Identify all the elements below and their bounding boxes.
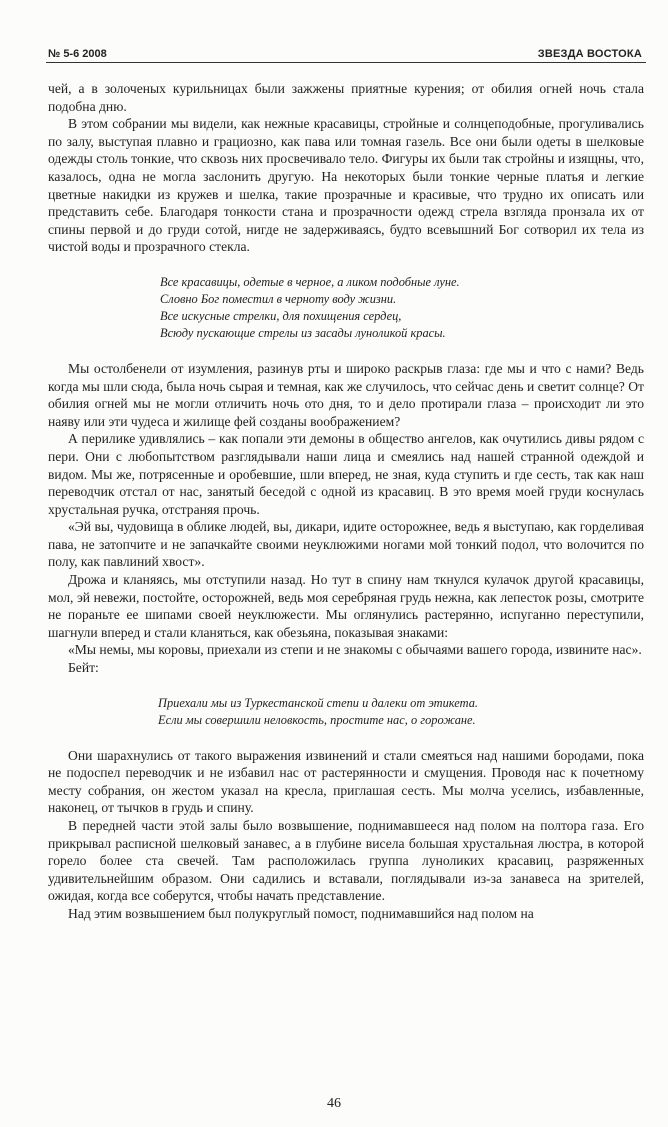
paragraph: Над этим возвышением был полукруглый помост, поднимавшийся над полом на — [68, 905, 534, 921]
page-number: 46 — [327, 1096, 341, 1111]
verse-line: Всюду пускающие стрелы из засады луноликой красы. — [160, 325, 446, 340]
article-body — [48, 80, 644, 923]
running-header — [48, 42, 642, 62]
journal-title: ЗВЕЗДА ВОСТОКА — [537, 48, 642, 60]
paragraph: Они шарахнулись от такого выражения извинений и стали смеяться над нашими бородами, пока не подоспел переводчик и не избавил нас от растерянности и смущения. Проводя нас к почетному месту собрания, он жестом указал на кресла, приглашая сесть. Мы молча уселись, избавленные, наконец, от тычков в грудь и спину. — [48, 747, 644, 816]
verse-line: Все искусные стрелки, для похищения сердец, — [160, 308, 402, 323]
verse-line: Словно Бог поместил в черноту воду жизни. — [160, 291, 397, 306]
beit-label: Бейт: — [68, 660, 99, 676]
verse-line: Все красавицы, одетые в черное, а ликом подобные луне. — [160, 274, 460, 289]
verse-line: Приехали мы из Туркестанской степи и далеки от этикета. — [158, 695, 479, 710]
paragraph: Мы остолбенели от изумления, разинув рты и широко раскрыв глаза: где мы и что с нами? Ведь когда мы шли сюда, была ночь сырая и темная, как же случилось, что сейчас день и светит солнце? От обилия огней мы не могли отличить ночь ото дня, то и дело протирали глаза – происходит ли это наяву или эти чудеса и жилище фей созданы воображением? — [48, 360, 644, 429]
verse-block — [158, 695, 644, 729]
paragraph: чей, а в золоченых курильницах были зажжены приятные курения; от обилия огней ночь стала подобна дню. — [48, 81, 644, 114]
paragraph: В этом собрании мы видели, как нежные красавицы, стройные и солнцеподобные, прогуливались по залу, выступая плавно и грациозно, как пава или томная газель. Все они были одеты в шелковые одежды столь тонкие, что сквозь них просвечивало тело. Фигуры их были так стройны и изящны, что, казалось, одна не могла заслонить другую. На некоторых были тонкие черные платья и легкие цветные накидки из кружев и шелка, такие прозрачные и красивые, что трудно их описать или представить себе. Благодаря тонкости стана и прозрачности одежд стрела взгляда пронзала их от спины первой и до груди сотой, нигде не задерживаясь, будто всевышний Бог сотворил их тела из чистой воды и прозрачного стекла. — [48, 116, 644, 255]
header-rule — [46, 62, 646, 63]
paragraph: В передней части этой залы было возвышение, поднимавшееся над полом на полтора газа. Его прикрывал расписной шелковый занавес, а в глубине висела большая хрустальная люстра, в которой горело более ста свечей. Там расположилась группа луноликих красавиц, разряженных удивительнейшим образом. Они садились и вставали, поглядывали из-за занавеса на зрителей, ожидая, когда все соберутся, чтобы начать представление. — [48, 818, 644, 904]
paragraph: «Мы немы, мы коровы, приехали из степи и не знакомы с обычаями вашего города, извините нас». — [68, 642, 642, 658]
verse-block — [160, 274, 644, 342]
paragraph: «Эй вы, чудовища в облике людей, вы, дикари, идите осторожнее, ведь я выступаю, как горделивая пава, не затопчите и не запачкайте своими неуклюжими ногами мой тонкий подол, что волочится по полу, как павлиний хвост». — [48, 519, 644, 570]
verse-line: Если мы совершили неловкость, простите нас, о горожане. — [158, 712, 476, 727]
issue-number: № 5-6 2008 — [48, 48, 107, 60]
paragraph: А перилике удивлялись – как попали эти демоны в общество ангелов, как очутились дивы рядом с пери. Они с любопытством разглядывали наши лица и смеялись над нашей странной одеждой и видом. Мы же, потрясенные и оробевшие, шли вперед, не зная, куда ступить и где сесть, так как наш переводчик отстал от нас, занятый беседой с одной из красавиц. В это время моей груди коснулась хрустальная ручка, отстраняя прочь. — [48, 431, 644, 517]
paragraph: Дрожа и кланяясь, мы отступили назад. Но тут в спину нам ткнулся кулачок другой красавицы, мол, эй невежи, постойте, осторожней, ведь моя серебряная грудь нежна, как лепесток розы, смотрите не пораньте ее шипами своей неуклюжести. Мы оглянулись растерянно, испуганно переступили, шагнули вперед и стали кланяться, как обезьяна, показывая знаками: — [48, 572, 644, 640]
